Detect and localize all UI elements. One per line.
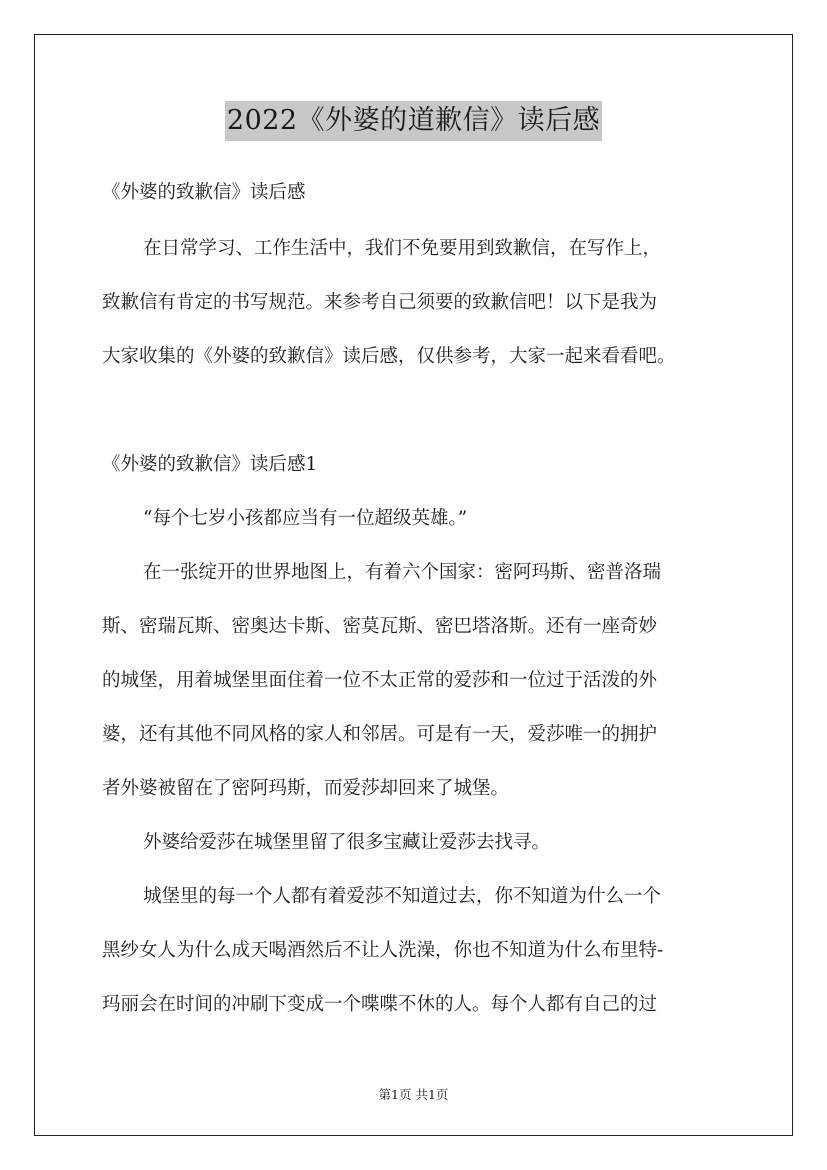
section-heading: 《外婆的致歉信》读后感1	[102, 454, 318, 475]
paragraph-3-line-3: 玛丽会在时间的冲刷下变成一个喋喋不休的人。每个人都有自己的过	[102, 994, 658, 1015]
paragraph-1-line-3: 的城堡，用着城堡里面住着一位不太正常的爱莎和一位过于活泼的外	[102, 670, 658, 691]
paragraph-2: 外婆给爱莎在城堡里留了很多宝藏让爱莎去找寻。	[143, 832, 551, 853]
intro-line-3: 大家收集的《外婆的致歉信》读后感，仅供参考，大家一起来看看吧。	[102, 346, 676, 367]
page-footer: 第1页 共1页	[378, 1087, 449, 1102]
title-container	[0, 101, 827, 141]
paragraph-1-line-1: 在一张绽开的世界地图上，有着六个国家：密阿玛斯、密普洛瑞	[143, 562, 662, 583]
paragraph-1-line-5: 者外婆被留在了密阿玛斯，而爱莎却回来了城堡。	[102, 778, 510, 799]
intro-line-2: 致歉信有肯定的书写规范。来参考自己须要的致歉信吧！以下是我为	[102, 292, 658, 313]
paragraph-3-line-2: 黑纱女人为什么成天喝酒然后不让人洗澡，你也不知道为什么布里特-	[102, 940, 664, 961]
paragraph-1-line-2: 斯、密瑞瓦斯、密奥达卡斯、密莫瓦斯、密巴塔洛斯。还有一座奇妙	[102, 616, 658, 637]
quote-line: “每个七岁小孩都应当有一位超级英雄。”	[143, 508, 468, 529]
subtitle: 《外婆的致歉信》读后感	[102, 182, 306, 203]
intro-line-1: 在日常学习、工作生活中，我们不免要用到致歉信，在写作上，	[143, 238, 662, 259]
document-title: 2022《外婆的道歉信》读后感	[225, 101, 602, 141]
paragraph-1-line-4: 婆，还有其他不同风格的家人和邻居。可是有一天，爱莎唯一的拥护	[102, 724, 658, 745]
paragraph-3-line-1: 城堡里的每一个人都有着爱莎不知道过去，你不知道为什么一个	[143, 886, 662, 907]
